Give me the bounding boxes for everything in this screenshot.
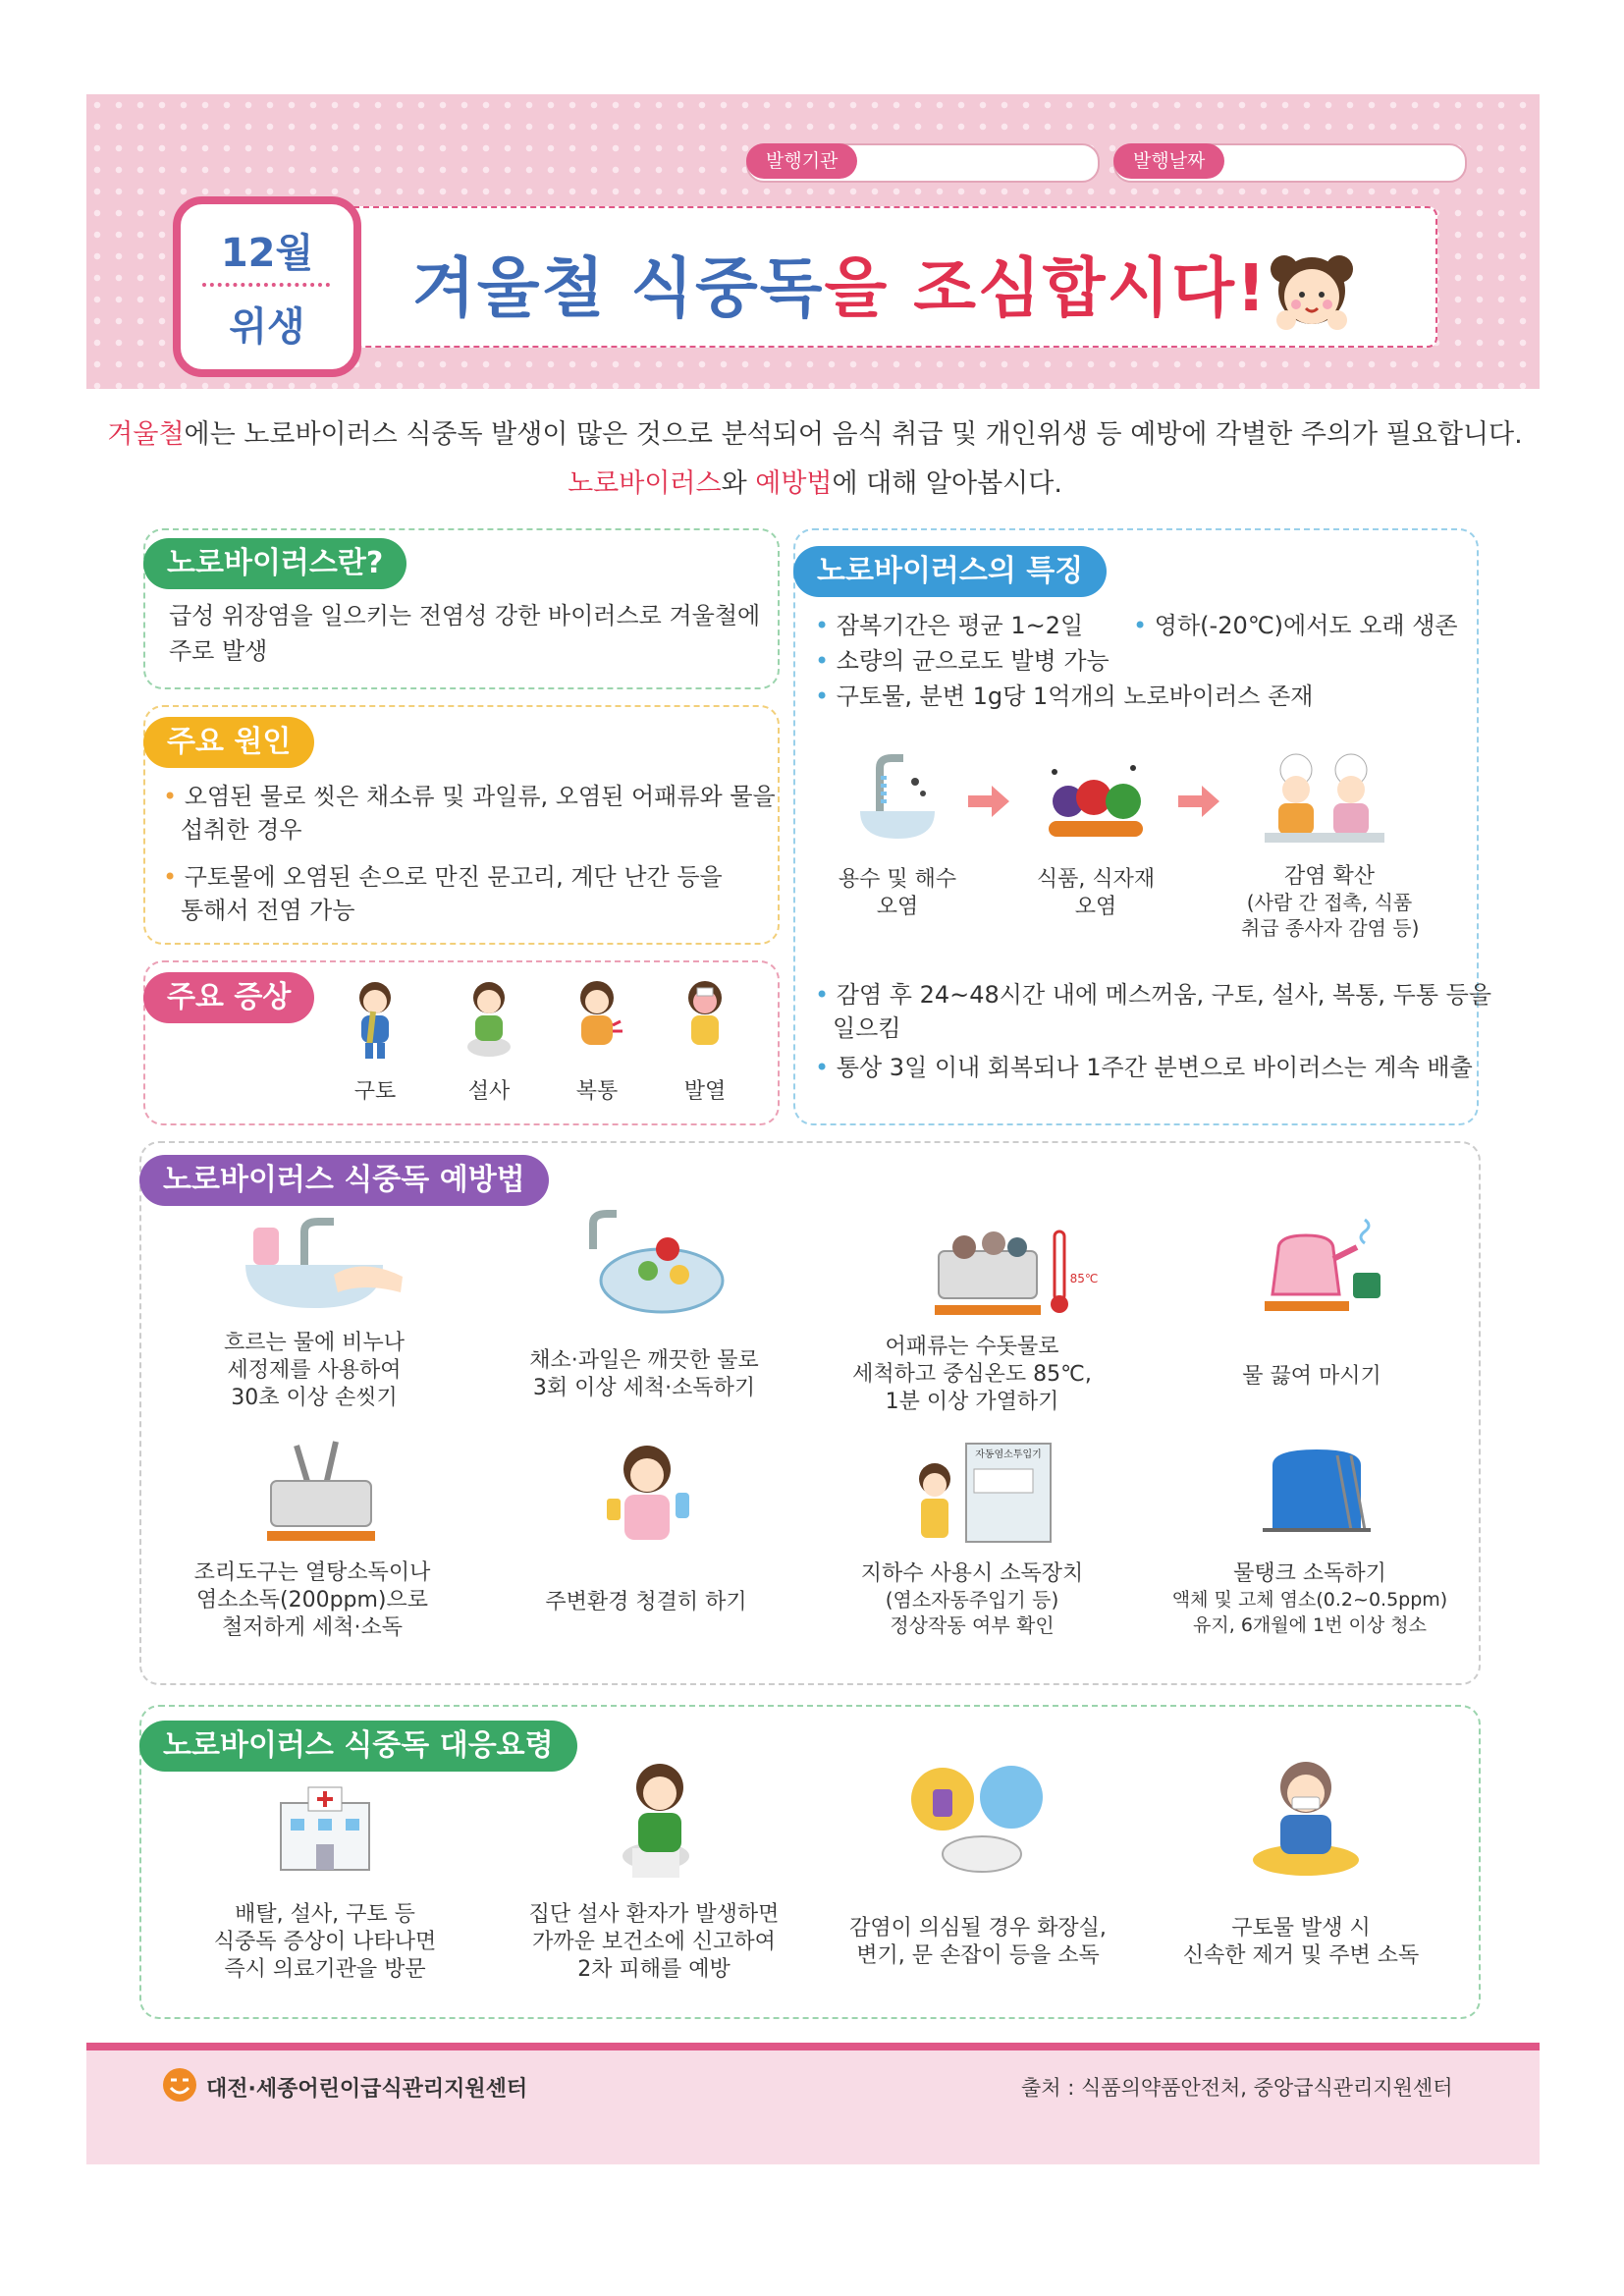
feature-5-line2: 일으킴	[833, 1014, 901, 1042]
feature-6-text: 통상 3일 이내 회복되나 1주간 분변으로 바이러스는 계속 배출	[836, 1054, 1473, 1081]
flow-3-line3: 취급 종사자 감염 등)	[1241, 916, 1420, 940]
thermometer-label: 85℃	[1069, 1272, 1099, 1285]
prev-7-line2: (염소자동주입기 등)	[885, 1588, 1059, 1612]
footer-bar	[86, 2043, 1540, 2164]
feature-5-line1: 감염 후 24~48시간 내에 메스꺼움, 구토, 설사, 복통, 두통 등을	[836, 981, 1492, 1009]
flow-3-line2: (사람 간 접촉, 식품	[1246, 891, 1413, 914]
prev-8-line3: 유지, 6개월에 1번 이상 청소	[1193, 1614, 1427, 1636]
cooks-icon	[1261, 748, 1388, 847]
flow-1-line2: 오염	[876, 895, 919, 919]
resp-1-line2: 식중독 증상이 나타나면	[213, 1930, 437, 1954]
faucet-sink-icon	[850, 748, 945, 847]
prev-3-line1: 어패류는 수돗물로	[885, 1335, 1059, 1359]
page-title	[412, 236, 1268, 329]
boiling-seafood-icon	[919, 1222, 1076, 1320]
prev-5-line2: 염소소독(200ppm)으로	[195, 1588, 429, 1613]
prev-6-line1: 주변환경 청결히 하기	[545, 1590, 747, 1614]
what-is-text-line2: 주로 발생	[169, 637, 268, 665]
response-caption-1	[192, 1901, 458, 1984]
response-title: 노로바이러스 식중독 대응요령	[139, 1721, 577, 1772]
prev-7-line1: 지하수 사용시 소독장치	[860, 1561, 1084, 1586]
resp-1-line1: 배탈, 설사, 구토 등	[235, 1902, 415, 1927]
boiling-water-icon	[1255, 1210, 1392, 1316]
prev-3-line2: 세척하고 중심온도 85℃,	[852, 1362, 1092, 1387]
prev-1-line2: 세정제를 사용하여	[227, 1358, 402, 1383]
causes-title: 주요 원인	[143, 717, 314, 768]
sick-kid-toilet-icon	[603, 1758, 711, 1882]
prevention-title: 노로바이러스 식중독 예방법	[139, 1155, 549, 1206]
feature-bullet-6: • 통상 3일 이내 회복되나 1주간 분변으로 바이러스는 계속 배출	[815, 1054, 1473, 1081]
title-part1: 겨울철 식중독	[412, 250, 825, 326]
intro-line2-text: 에 대해 알아봅시다.	[832, 468, 1062, 499]
feature-bullet-2: • 영하(-20℃)에서도 오래 생존	[1133, 612, 1458, 639]
flow-step-1	[831, 866, 964, 921]
prev-5-line3: 철저하게 세척·소독	[221, 1615, 403, 1640]
feature-bullet-5: • 감염 후 24~48시간 내에 메스꺼움, 구토, 설사, 복통, 두통 등을	[815, 981, 1492, 1009]
prevention-caption-8	[1163, 1561, 1457, 1638]
flow-step-2	[1029, 866, 1163, 921]
date-label: 발행날짜	[1113, 143, 1224, 179]
flow-1-line1: 용수 및 해수	[838, 867, 957, 892]
date-field[interactable]	[1113, 143, 1467, 183]
prevention-caption-3	[844, 1334, 1100, 1416]
response-caption-3	[840, 1915, 1115, 1970]
badge-wave-decoration	[202, 283, 330, 295]
symptom-label-2: 설사	[467, 1079, 511, 1104]
flow-3-line1: 감염 확산	[1283, 864, 1375, 889]
cause-1-line2: 섭취한 경우	[181, 816, 302, 844]
handwashing-icon	[236, 1214, 412, 1312]
what-is-title: 노로바이러스란?	[143, 538, 406, 589]
vomit-kid-icon	[344, 978, 406, 1061]
sterilizing-utensils-icon	[257, 1436, 385, 1544]
intro-line1	[98, 412, 1532, 451]
resp-2-line2: 가까운 보건소에 신고하여	[532, 1930, 776, 1954]
features-title: 노로바이러스의 특징	[793, 546, 1107, 597]
resp-2-line3: 2차 피해를 예방	[577, 1957, 731, 1982]
issuer-field[interactable]	[746, 143, 1100, 183]
prev-4-line1: 물 끓여 마시기	[1242, 1364, 1381, 1389]
prevention-caption-7	[844, 1561, 1100, 1638]
resp-4-line2: 신속한 제거 및 주변 소독	[1182, 1943, 1420, 1968]
feature-bullet-3: • 소량의 균으로도 발병 가능	[815, 647, 1110, 675]
cleaning-vomit-icon	[1247, 1754, 1365, 1882]
prev-3-line3: 1분 이상 가열하기	[885, 1390, 1059, 1414]
disinfect-toilet-icon	[903, 1760, 1051, 1882]
prev-2-line2: 3회 이상 세척·소독하기	[532, 1376, 756, 1400]
arrow-right-icon	[966, 784, 1011, 819]
flow-step-3	[1241, 864, 1418, 941]
intro-highlight-norovirus: 노로바이러스	[568, 468, 722, 499]
feature-bullet-1: • 잠복기간은 평균 1~2일	[815, 612, 1084, 639]
food-ingredients-icon	[1035, 752, 1157, 847]
arrow-right-icon	[1176, 784, 1221, 819]
cause-1-line1: 오염된 물로 씻은 채소류 및 과일류, 오염된 어패류와 물을	[184, 783, 776, 810]
resp-4-line1: 구토물 발생 시	[1231, 1916, 1371, 1941]
feature-4-text: 구토물, 분변 1g당 1억개의 노로바이러스 존재	[836, 683, 1314, 710]
flow-2-line2: 오염	[1074, 895, 1117, 919]
prevention-caption-1	[196, 1330, 432, 1412]
response-caption-4	[1168, 1915, 1434, 1970]
title-part2: 을 조심합시다!	[824, 250, 1269, 326]
issuer-label: 발행기관	[746, 143, 857, 179]
prevention-caption-6	[518, 1589, 774, 1616]
feature-2-text: 영하(-20℃)에서도 오래 생존	[1154, 612, 1458, 639]
prev-5-line1: 조리도구는 열탕소독이나	[193, 1560, 431, 1585]
girl-illustration-icon	[1265, 240, 1359, 334]
intro-line2-connector: 와	[721, 468, 756, 499]
prev-2-line1: 채소·과일은 깨끗한 물로	[529, 1348, 759, 1373]
organization-name: 대전·세종어린이급식관리지원센터	[206, 2077, 528, 2102]
prev-1-line1: 흐르는 물에 비누나	[223, 1331, 405, 1355]
resp-2-line1: 집단 설사 환자가 발생하면	[528, 1902, 780, 1927]
cause-item-1: • 오염된 물로 씻은 채소류 및 과일류, 오염된 어패류와 물을	[163, 783, 776, 810]
feature-1-text: 잠복기간은 평균 1~2일	[836, 612, 1084, 639]
device-label: 자동염소투입기	[975, 1449, 1042, 1460]
month-badge	[173, 196, 361, 377]
prevention-caption-2	[516, 1347, 772, 1402]
stomachache-kid-icon	[566, 978, 628, 1061]
washing-vegetables-icon	[573, 1210, 727, 1318]
symptom-label-3: 복통	[575, 1079, 619, 1104]
symptom-label-4: 발열	[683, 1079, 727, 1104]
source-credit: 출처 : 식품의약품안전처, 중앙급식관리지원센터	[1021, 2076, 1453, 2100]
intro-highlight-prevention: 예방법	[755, 468, 833, 499]
intro-line1-text: 에는 노로바이러스 식중독 발생이 많은 것으로 분석되어 음식 취급 및 개인위생 등 예방에 각별한 주의가 필요합니다.	[184, 419, 1523, 450]
prevention-caption-5	[165, 1559, 460, 1642]
flow-2-line1: 식품, 식자재	[1036, 867, 1156, 892]
smile-logo-icon	[161, 2066, 198, 2104]
resp-1-line3: 즉시 의료기관을 방문	[224, 1957, 426, 1982]
cause-2-line2: 통해서 전염 가능	[181, 897, 355, 924]
cause-2-line1: 구토물에 오염된 손으로 만진 문고리, 계단 난간 등을	[184, 863, 723, 891]
prev-8-line1: 물탱크 소독하기	[1233, 1561, 1386, 1586]
prev-1-line3: 30초 이상 손씻기	[231, 1386, 398, 1410]
cause-item-2: • 구토물에 오염된 손으로 만진 문고리, 계단 난간 등을	[163, 863, 723, 891]
category-text: 위생	[229, 304, 305, 350]
intro-highlight-winter: 겨울철	[107, 419, 185, 450]
feature-3-text: 소량의 균으로도 발병 가능	[836, 647, 1110, 675]
resp-3-line2: 변기, 문 손잡이 등을 소독	[856, 1943, 1100, 1968]
resp-3-line1: 감염이 의심될 경우 화장실,	[849, 1916, 1107, 1941]
what-is-text-line1: 급성 위장염을 일으키는 전염성 강한 바이러스로 겨울철에	[169, 602, 761, 629]
fever-kid-icon	[674, 978, 736, 1061]
symptom-label-1: 구토	[353, 1079, 397, 1104]
hospital-icon	[271, 1779, 379, 1874]
prev-7-line3: 정상작동 여부 확인	[890, 1613, 1055, 1637]
month-text: 12월	[220, 231, 314, 276]
feature-bullet-4: • 구토물, 분변 1g당 1억개의 노로바이러스 존재	[815, 683, 1314, 710]
cleaning-girl-icon	[593, 1440, 701, 1544]
prev-8-line2: 액체 및 고체 염소(0.2~0.5ppm)	[1171, 1589, 1448, 1611]
response-caption-2	[516, 1901, 791, 1984]
symptoms-title: 주요 증상	[143, 972, 314, 1023]
intro-line2	[98, 462, 1532, 500]
prevention-caption-4	[1194, 1363, 1430, 1391]
diarrhea-kid-icon	[458, 978, 520, 1061]
water-tank-icon	[1253, 1436, 1380, 1544]
